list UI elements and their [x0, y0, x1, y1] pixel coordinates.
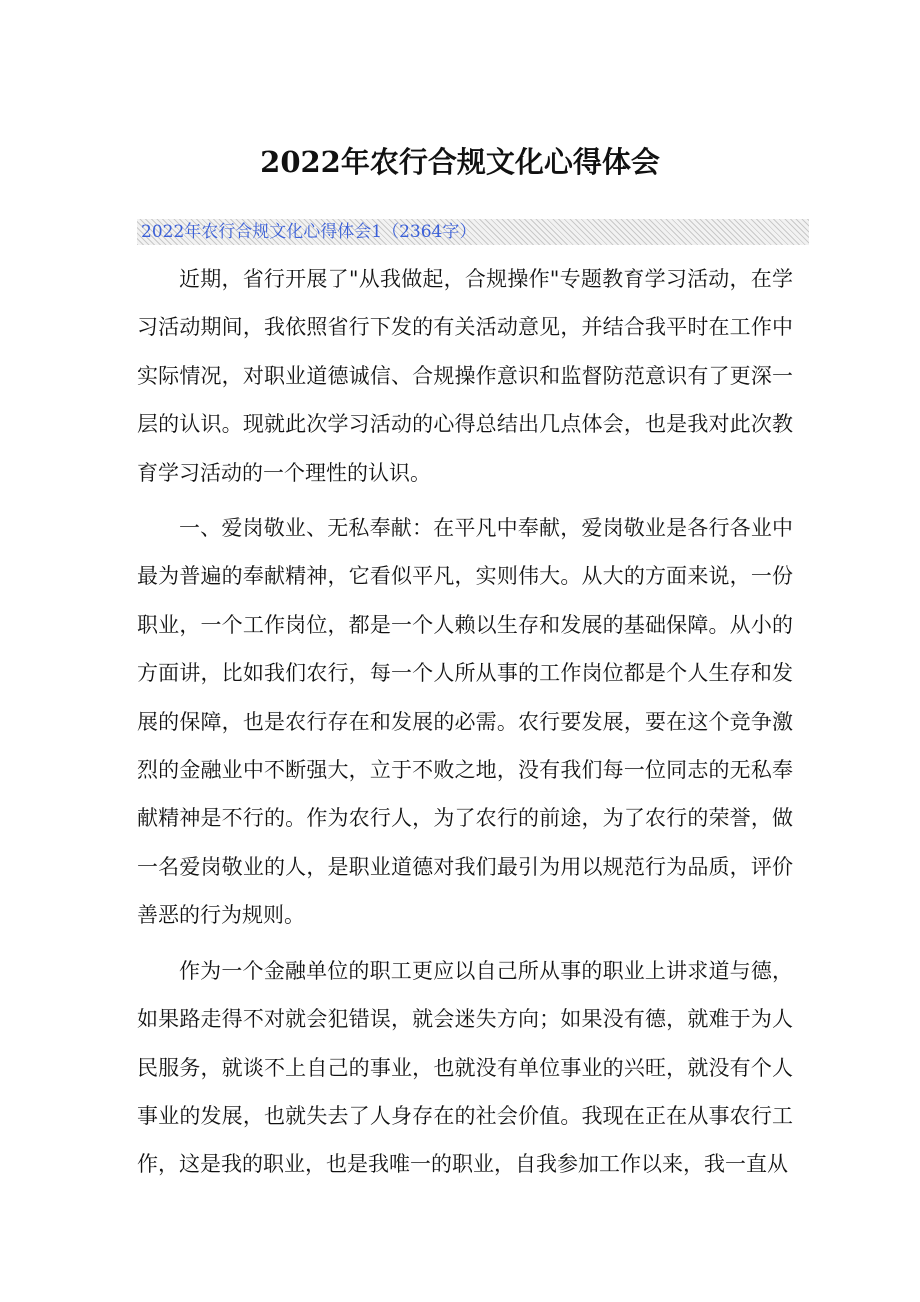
paragraph-dedication: 一、爱岗敬业、无私奉献：在平凡中奉献，爱岗敬业是各行各业中最为普遍的奉献精神，它看似平凡，实则伟大。从大的方面来说，一份职业，一个工作岗位，都是一个人赖以生存和发展的基础保障。从小的方面讲，比如我们农行，每一个人所从事的工作岗位都是个人生存和发展的保障，也是农行存在和发展的必需。农行要发展，要在这个竞争激烈的金融业中不断强大，立于不败之地，没有我们每一位同志的无私奉献精神是不行的。作为农行人，为了农行的前途，为了农行的荣誉，做一名爱岗敬业的人，是职业道德对我们最引为用以规范行为品质，评价善恶的行为规则。 [137, 516, 793, 928]
section-heading-link[interactable]: 2022年农行合规文化心得体会1（2364字） [137, 219, 809, 245]
paragraph-ethics: 作为一个金融单位的职工更应以自己所从事的职业上讲求道与德，如果路走得不对就会犯错误，就会迷失方向；如果没有德，就难于为人民服务，就谈不上自己的事业，也就没有单位事业的兴旺，就没有个人事业的发展，也就失去了人身存在的社会价值。我现在正在从事农行工作，这是我的职业，也是我唯一的职业，自我参加工作以来，我一直从 [137, 958, 793, 1177]
paragraph-intro: 近期，省行开展了"从我做起，合规操作"专题教育学习活动，在学习活动期间，我依照省行下发的有关活动意见，并结合我平时在工作中实际情况，对职业道德诚信、合规操作意识和监督防范意识有了更深一层的认识。现就此次学习活动的心得总结出几点体会，也是我对此次教育学习活动的一个理性的认识。 [137, 267, 793, 485]
document-title: 2022年农行合规文化心得体会 [260, 145, 660, 179]
document-body [137, 255, 793, 1196]
